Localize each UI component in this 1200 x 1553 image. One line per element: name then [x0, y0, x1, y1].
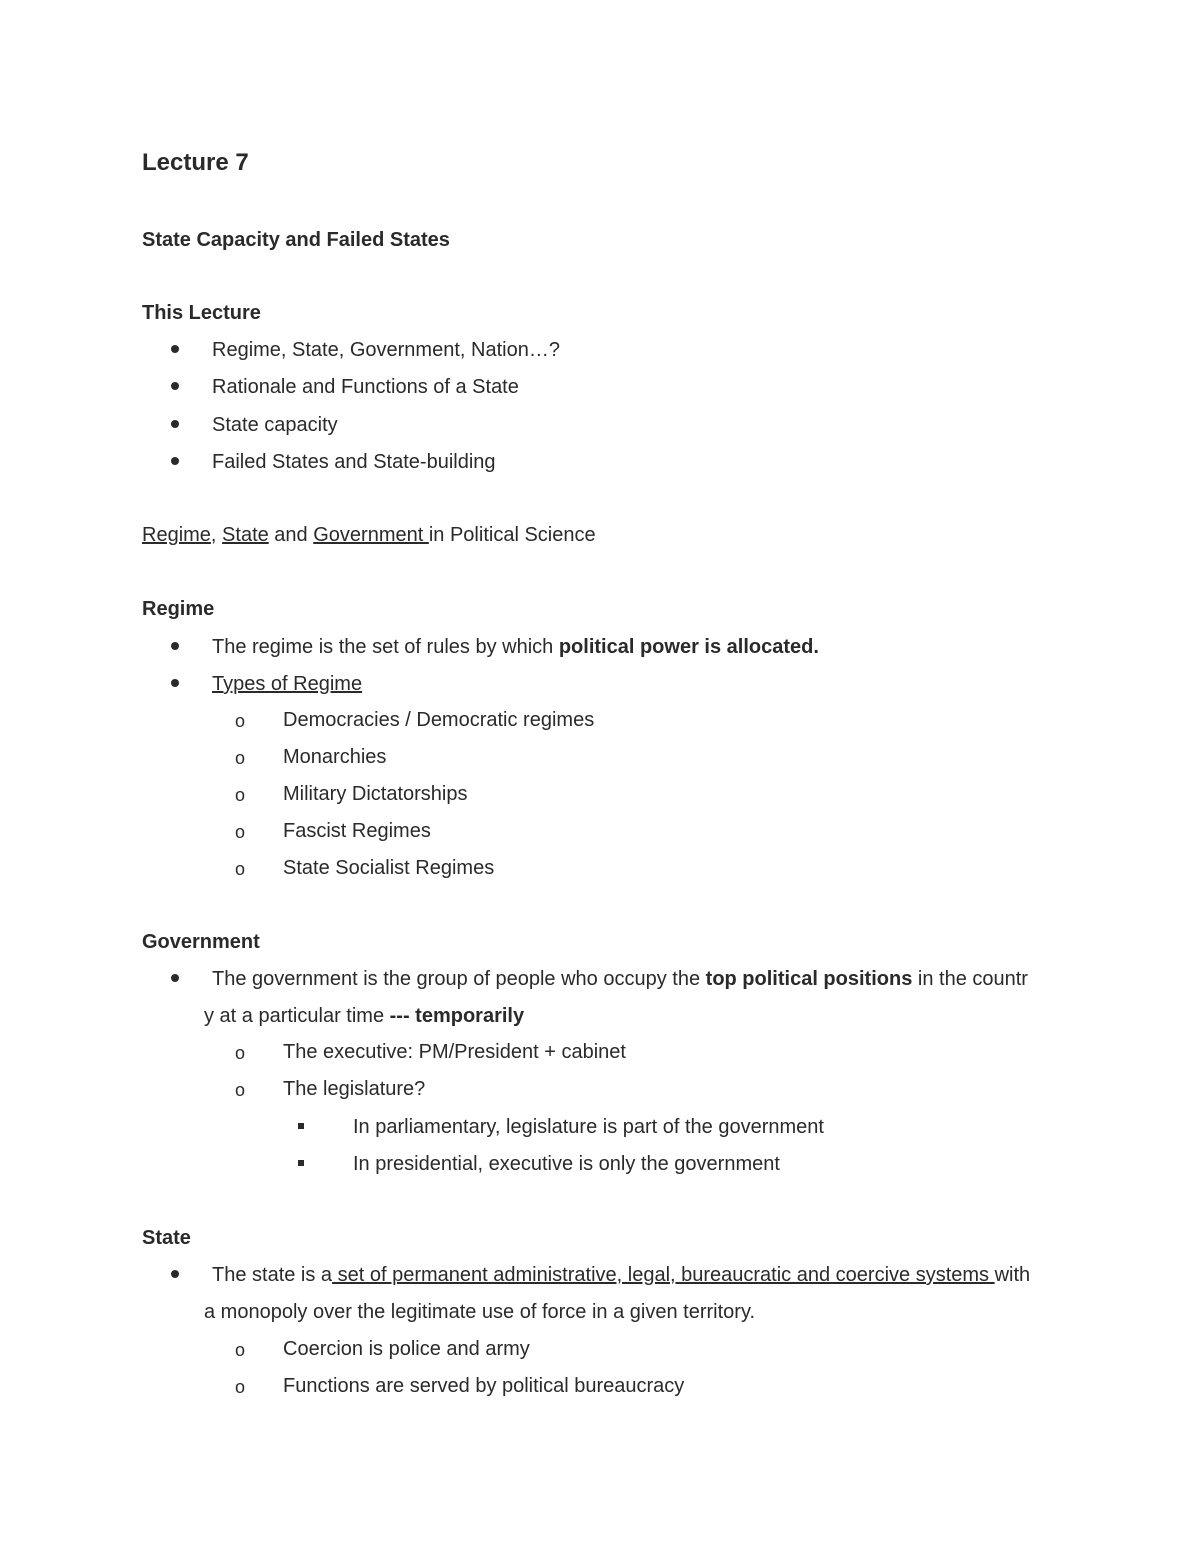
sub-sub-bullet-square: [298, 1123, 304, 1129]
bullet-disc: [171, 974, 179, 982]
document-subtitle: State Capacity and Failed States: [142, 229, 450, 251]
regime-definition-bold: political power is allocated.: [558, 636, 819, 658]
sub-bullet-circle: o: [235, 859, 246, 879]
government-definition-text: The government is the group of people who occupy the: [212, 968, 706, 990]
types-of-regime-text: Types of Regime: [212, 673, 363, 695]
list-item: Failed States and State-building: [212, 451, 496, 473]
sub-bullet-circle: o: [235, 785, 246, 805]
bullet-disc: [171, 457, 179, 465]
sub-bullet-circle: o: [235, 1043, 246, 1063]
government-link-text: Government: [313, 524, 429, 546]
list-item-continuation: [204, 1003, 524, 1029]
list-item: Regime, State, Government, Nation…?: [212, 339, 560, 361]
sub-bullet-circle: o: [235, 1080, 246, 1100]
list-item: Coercion is police and army: [283, 1338, 530, 1360]
list-item-continuation: a monopoly over the legitimate use of force in a given territory.: [204, 1301, 756, 1323]
sub-bullet-circle: o: [235, 711, 246, 731]
government-heading: Government: [142, 931, 260, 953]
regime-definition-text: The regime is the set of rules by which: [212, 636, 559, 658]
list-item: Military Dictatorships: [283, 783, 468, 805]
government-definition-post: in the countr: [912, 968, 1028, 990]
sub-bullet-circle: o: [235, 822, 246, 842]
regime-link-text: Regime: [142, 524, 211, 546]
state-heading: State: [142, 1227, 191, 1249]
bullet-disc: [171, 679, 179, 687]
list-item: State capacity: [212, 414, 338, 436]
government-definition-line2: y at a particular time: [204, 1005, 390, 1027]
sub-bullet-circle: o: [235, 748, 246, 768]
list-item: Democracies / Democratic regimes: [283, 709, 595, 731]
page-title: Lecture 7: [142, 149, 249, 176]
list-item: Monarchies: [283, 746, 387, 768]
state-definition-text: The state is a: [212, 1264, 333, 1286]
section-intro: [142, 522, 596, 548]
list-item: Fascist Regimes: [283, 820, 431, 842]
list-item: The executive: PM/President + cabinet: [283, 1041, 626, 1063]
comma-text: ,: [210, 524, 217, 546]
list-item: [212, 1262, 1030, 1288]
and-text: and: [268, 524, 314, 546]
this-lecture-heading: This Lecture: [142, 302, 261, 324]
state-definition-post: with: [994, 1264, 1031, 1286]
list-item: [212, 966, 1028, 992]
list-item: State Socialist Regimes: [283, 857, 495, 879]
list-item: Functions are served by political bureaucracy: [283, 1375, 685, 1397]
list-item: In presidential, executive is only the government: [353, 1153, 780, 1175]
list-item: Rationale and Functions of a State: [212, 376, 519, 398]
sub-bullet-circle: o: [235, 1377, 246, 1397]
state-definition-underline: set of permanent administrative, legal, bureaucratic and coercive systems: [332, 1264, 995, 1286]
bullet-disc: [171, 420, 179, 428]
intro-rest-text: in Political Science: [428, 524, 596, 546]
list-item: In parliamentary, legislature is part of the government: [353, 1116, 824, 1138]
government-definition-bold: top political positions: [705, 968, 913, 990]
state-link-text: State: [222, 524, 269, 546]
bullet-disc: [171, 345, 179, 353]
sub-sub-bullet-square: [298, 1160, 304, 1166]
bullet-disc: [171, 1270, 179, 1278]
government-definition-line2-bold: --- temporarily: [389, 1005, 525, 1027]
list-item: The legislature?: [283, 1078, 426, 1100]
list-item: [212, 634, 819, 660]
bullet-disc: [171, 382, 179, 390]
bullet-disc: [171, 642, 179, 650]
sub-bullet-circle: o: [235, 1340, 246, 1360]
regime-heading: Regime: [142, 598, 215, 620]
